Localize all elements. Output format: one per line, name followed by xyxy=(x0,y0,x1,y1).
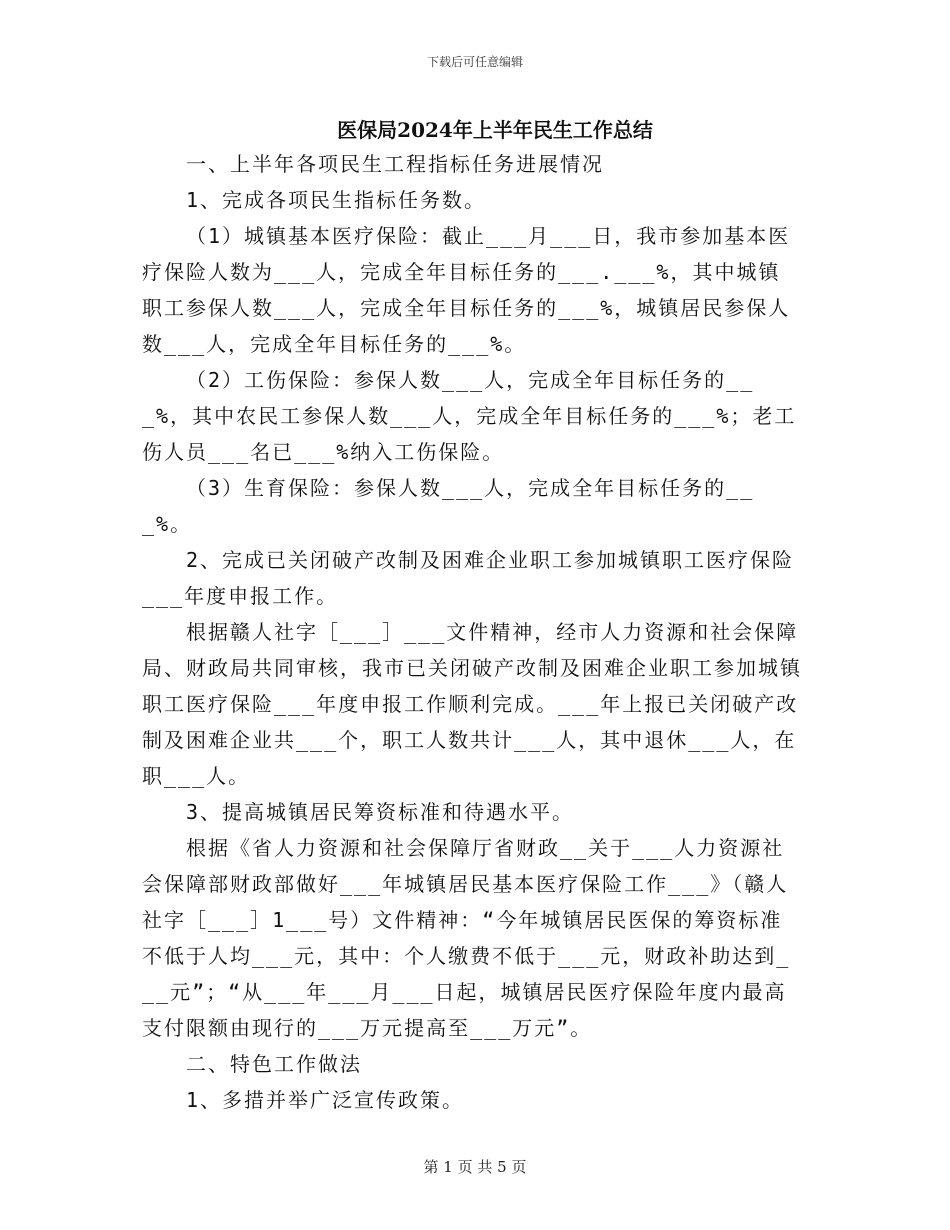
section-heading: 二、特色工作做法 xyxy=(186,1052,362,1076)
subsection-heading: 1、多措并举广泛宣传政策。 xyxy=(186,1088,465,1112)
section-heading: 一、上半年各项民生工程指标任务进展情况 xyxy=(186,152,604,176)
subsection-heading: 3、提高城镇居民筹资标准和待遇水平。 xyxy=(186,800,575,824)
subsection-heading: 1、完成各项民生指标任务数。 xyxy=(186,188,487,212)
header-note: 下载后可任意编辑 xyxy=(426,55,523,69)
subsection-heading: 2、完成已关闭破产改制及困难企业职工参加城镇职工医疗保险___年度申报工作。 xyxy=(142,548,795,608)
paragraph: 根据《省人力资源和社会保障厅省财政__关于___人力资源社会保障部财政部做好___年城镇居民基本医疗保险工作___》（赣人社字［___］1___号）文件精神：“今年城镇居民医保的筹资标准不低于人均___元，其中：个人缴费不低于___元，财政补助达到___元”；“从___年___月___日起，城镇居民医疗保险年度内最高支付限额由现行的___万元提高至___万元”。 xyxy=(142,836,791,1040)
page-footer: 第 1 页 共 5 页 xyxy=(423,1158,527,1176)
paragraph: 根据赣人社字［___］___文件精神，经市人力资源和社会保障局、财政局共同审核，我市已关闭破产改制及困难企业职工参加城镇职工医疗保险___年度申报工作顺利完成。___年上报已关闭破产改制及困难企业共___个，职工人数共计___人，其中退休___人，在职___人。 xyxy=(142,620,802,788)
document-title: 医保局2024年上半年民生工作总结 xyxy=(337,118,653,142)
paragraph: （2）工伤保险：参保人数___人，完成全年目标任务的___%，其中农民工参保人数___人，完成全年目标任务的___%；老工伤人员___名已___%纳入工伤保险。 xyxy=(142,368,797,464)
paragraph: （1）城镇基本医疗保险：截止___月___日，我市参加基本医疗保险人数为___人，完成全年目标任务的___.___%，其中城镇职工参保人数___人，完成全年目标任务的___%，城镇居民参保人数___人，完成全年目标任务的___%。 xyxy=(142,224,791,356)
document-body xyxy=(142,146,802,1118)
paragraph: （3）生育保险：参保人数___人，完成全年目标任务的___%。 xyxy=(142,476,755,536)
